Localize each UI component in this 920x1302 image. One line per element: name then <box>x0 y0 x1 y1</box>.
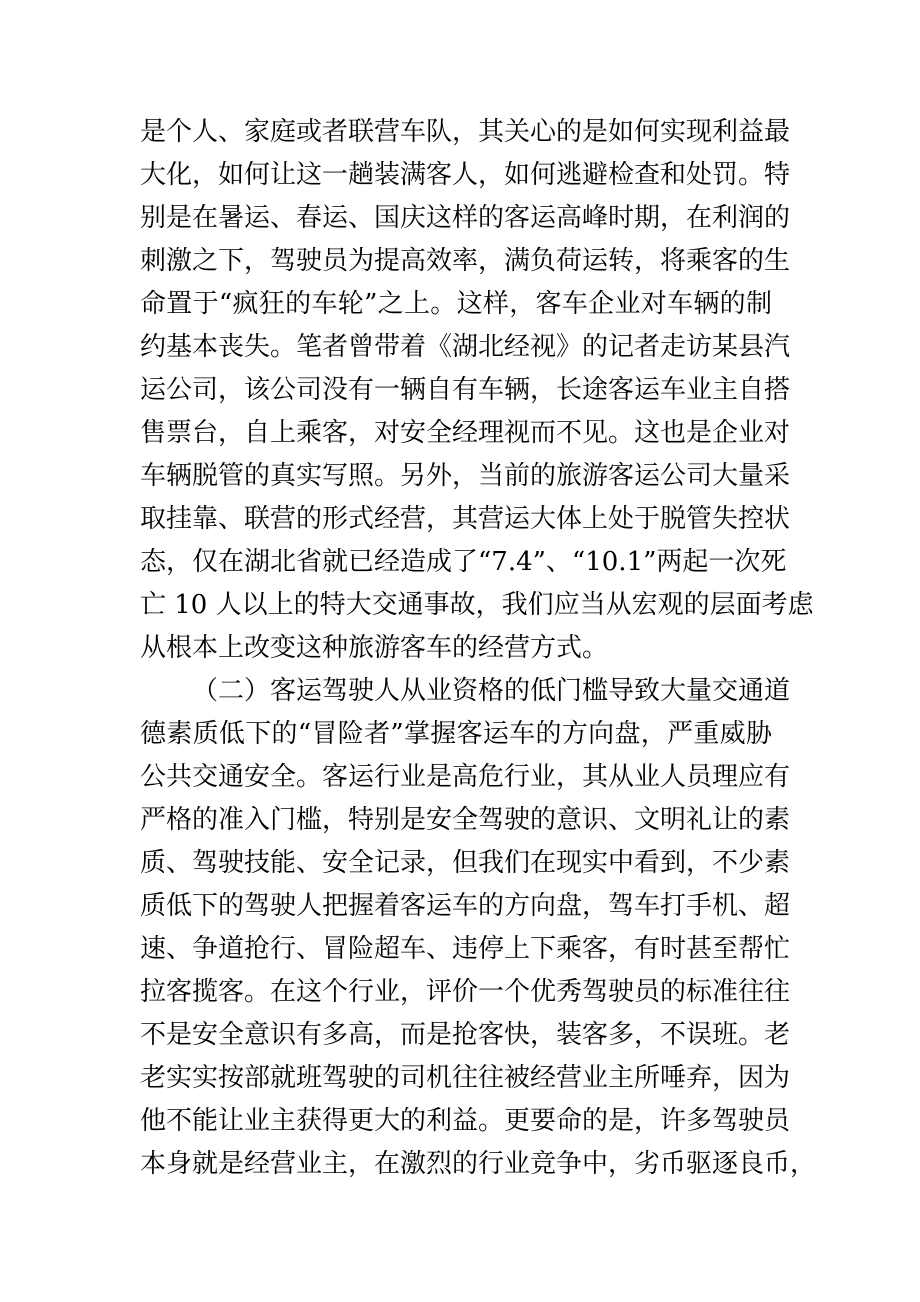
text-line: 不是安全意识有多高，而是抢客快，装客多，不误班。老 <box>140 1020 791 1050</box>
text-line: 别是在暑运、春运、国庆这样的客运高峰时期，在利润的 <box>140 203 791 233</box>
text-line: 命置于“疯狂的车轮”之上。这样，客车企业对车辆的制 <box>140 289 772 319</box>
text-line: 老实实按部就班驾驶的司机往往被经营业主所唾弃，因为 <box>140 1063 791 1093</box>
text-line: 质、驾驶技能、安全记录，但我们在现实中看到，不少素 <box>140 848 791 878</box>
text-line: 是个人、家庭或者联营车队，其关心的是如何实现利益最 <box>140 117 791 147</box>
text-line: 大化，如何让这一趟装满客人，如何逃避检查和处罚。特 <box>140 160 791 190</box>
text-line: 运公司，该公司没有一辆自有车辆，长途客运车业主自搭 <box>140 375 791 405</box>
text-line: 拉客揽客。在这个行业，评价一个优秀驾驶员的标准往往 <box>140 977 791 1007</box>
text-line: 公共交通安全。客运行业是高危行业，其从业人员理应有 <box>140 762 791 792</box>
text-line: 亡 10 人以上的特大交通事故，我们应当从宏观的层面考虑 <box>140 590 814 620</box>
text-line: 态，仅在湖北省就已经造成了“7.4”、“10.1”两起一次死 <box>140 547 787 577</box>
text-line: （二）客运驾驶人从业资格的低门槛导致大量交通道 <box>192 676 791 706</box>
text-line: 取挂靠、联营的形式经营，其营运大体上处于脱管失控状 <box>140 504 791 534</box>
text-line: 本身就是经营业主，在激烈的行业竞争中，劣币驱逐良币， <box>140 1149 817 1179</box>
text-line: 售票台，自上乘客，对安全经理视而不见。这也是企业对 <box>140 418 791 448</box>
text-line: 从根本上改变这种旅游客车的经营方式。 <box>140 633 609 663</box>
text-line: 严格的准入门槛，特别是安全驾驶的意识、文明礼让的素 <box>140 805 791 835</box>
text-line: 约基本丧失。笔者曾带着《湖北经视》的记者走访某县汽 <box>140 332 791 362</box>
text-line: 质低下的驾驶人把握着客运车的方向盘，驾车打手机、超 <box>140 891 791 921</box>
text-line: 德素质低下的“冒险者”掌握客运车的方向盘，严重威胁 <box>140 719 772 749</box>
text-line: 车辆脱管的真实写照。另外，当前的旅游客运公司大量采 <box>140 461 791 491</box>
text-line: 速、争道抢行、冒险超车、违停上下乘客，有时甚至帮忙 <box>140 934 791 964</box>
text-line: 刺激之下，驾驶员为提高效率，满负荷运转，将乘客的生 <box>140 246 791 276</box>
text-line: 他不能让业主获得更大的利益。更要命的是，许多驾驶员 <box>140 1106 791 1136</box>
